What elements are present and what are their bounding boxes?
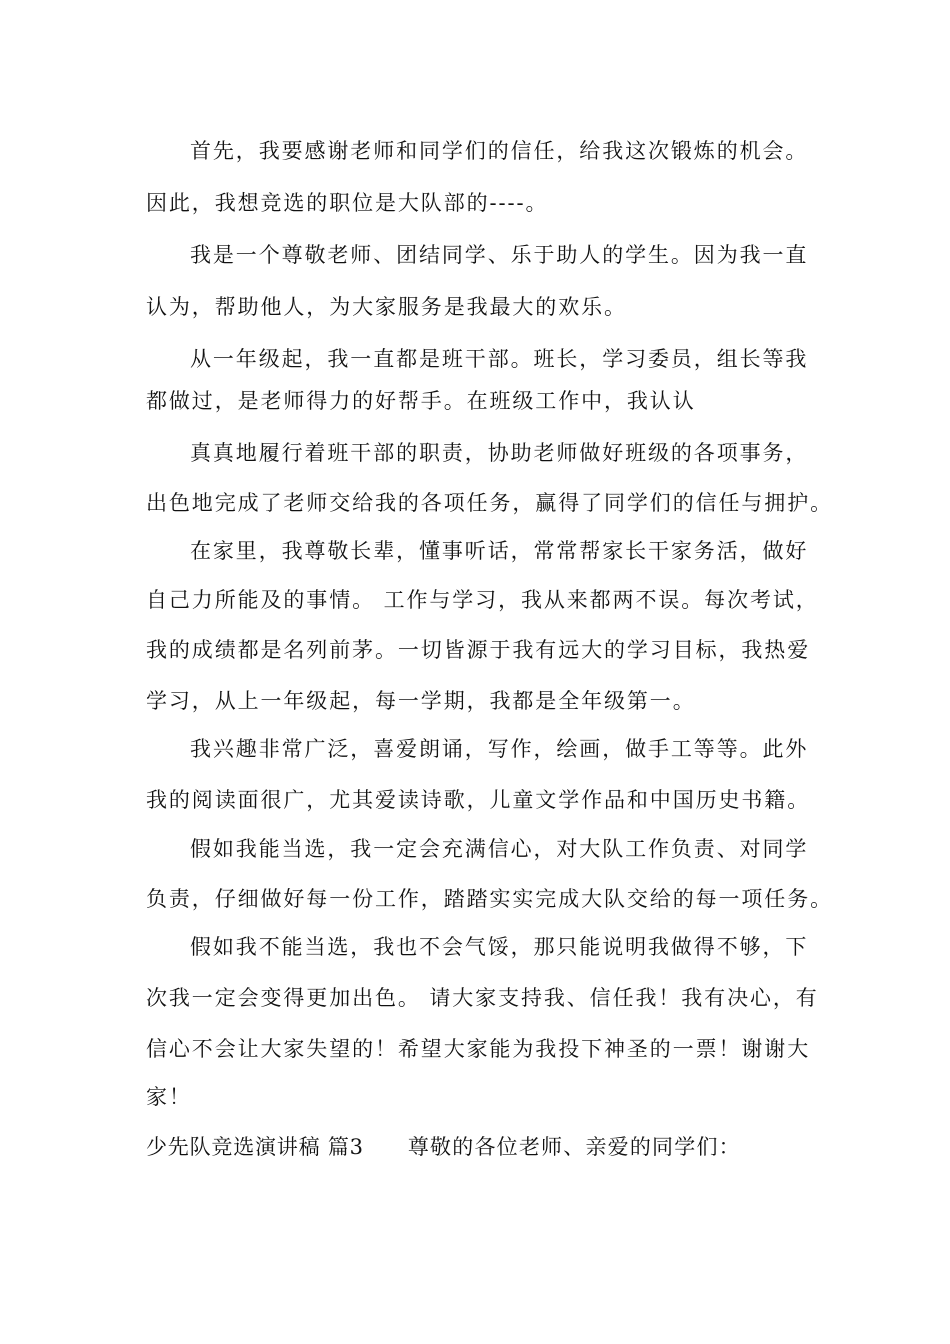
text-line: 假如我能当选，我一定会充满信心，对大队工作负责、对同学 [190, 837, 809, 861]
text-line: 我的阅读面很广，尤其爱读诗歌，儿童文学作品和中国历史书籍。 [146, 788, 811, 812]
text-line: 家！ [146, 1085, 192, 1109]
text-line: 负责，仔细做好每一份工作，踏踏实实完成大队交给的每一项任务。 [146, 887, 833, 911]
text-line: 次我一定会变得更加出色。 请大家支持我、信任我！我有决心，有 [146, 986, 819, 1010]
text-line: 我是一个尊敬老师、团结同学、乐于助人的学生。因为我一直 [190, 243, 809, 267]
text-line: 首先，我要感谢老师和同学们的信任，给我这次锻炼的机会。 [190, 139, 809, 163]
text-line: 自己力所能及的事情。 工作与学习，我从来都两不误。每次考试， [146, 588, 819, 612]
section-heading-row [146, 1132, 741, 1162]
text-line: 出色地完成了老师交给我的各项任务，赢得了同学们的信任与拥护。 [146, 491, 833, 515]
text-line: 都做过，是老师得力的好帮手。在班级工作中，我认认 [146, 389, 696, 413]
section-heading: 少先队竞选演讲稿 篇3 [146, 1135, 364, 1159]
text-line: 假如我不能当选，我也不会气馁，那只能说明我做得不够，下 [190, 935, 809, 959]
text-line: 我兴趣非常广泛，喜爱朗诵，写作，绘画，做手工等等。此外 [190, 737, 809, 761]
text-line: 在家里，我尊敬长辈，懂事听话，常常帮家长干家务活，做好 [190, 539, 809, 563]
text-line: 因此，我想竞选的职位是大队部的----。 [146, 191, 549, 215]
text-line: 信心不会让大家失望的！希望大家能为我投下神圣的一票！谢谢大 [146, 1037, 811, 1061]
text-line: 认为，帮助他人，为大家服务是我最大的欢乐。 [146, 295, 627, 319]
text-line: 从一年级起，我一直都是班干部。班长，学习委员，组长等我 [190, 347, 809, 371]
greeting: 尊敬的各位老师、亲爱的同学们： [407, 1135, 741, 1159]
text-line: 真真地履行着班干部的职责，协助老师做好班级的各项事务， [190, 441, 809, 465]
text-line: 学习，从上一年级起，每一学期，我都是全年级第一。 [146, 689, 696, 713]
text-line: 我的成绩都是名列前茅。一切皆源于我有远大的学习目标，我热爱 [146, 638, 811, 662]
